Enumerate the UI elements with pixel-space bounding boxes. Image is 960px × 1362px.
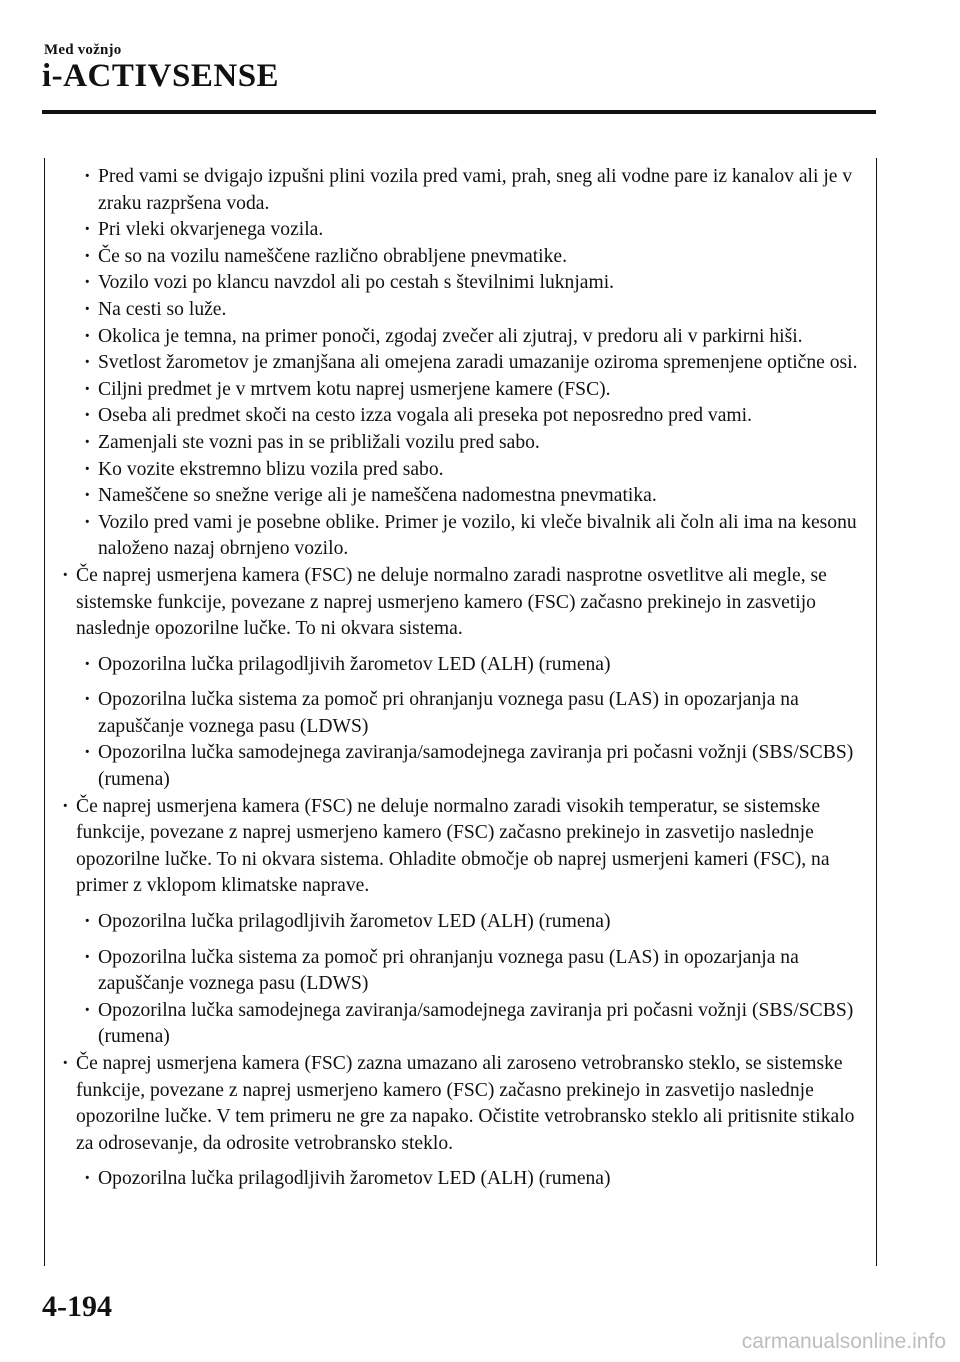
warning-light-item: · Opozorilna lučka prilagodljivih žarometov LED (ALH) (rumena) [58, 1166, 864, 1193]
list-item: · Vozilo pred vami je posebne oblike. Primer je vozilo, ki vleče bivalnik ali čoln ali ima na kesonu naloženo nazaj obrnjeno vozilo. [58, 510, 864, 563]
page-number: 4-194 [42, 1290, 112, 1323]
warning-light-item: · Opozorilna lučka samodejnega zaviranja/samodejnega zaviranja pri počasni vožnji (SBS/SCBS) (rumena) [58, 998, 864, 1051]
list-item: · Nameščene so snežne verige ali je nameščena nadomestna pnevmatika. [58, 483, 864, 510]
list-item: · Vozilo vozi po klancu navzdol ali po cestah s številnimi luknjami. [58, 270, 864, 297]
list-item: · Oseba ali predmet skoči na cesto izza vogala ali preseka pot neposredno pred vami. [58, 403, 864, 430]
chapter-title: i-ACTIVSENSE [42, 58, 280, 94]
list-item: · Na cesti so luže. [58, 297, 864, 324]
right-column-rule [876, 158, 877, 1266]
list-item: · Pred vami se dvigajo izpušni plini vozila pred vami, prah, sneg ali vodne pare iz kanalov ali je v zraku razpršena voda. [58, 164, 864, 217]
header-rule [42, 110, 876, 114]
warning-light-item: · Opozorilna lučka sistema za pomoč pri ohranjanju voznega pasu (LAS) in opozarjanja na zapuščanje voznega pasu (LDWS) [58, 687, 864, 740]
warning-light-item: · Opozorilna lučka sistema za pomoč pri ohranjanju voznega pasu (LAS) in opozarjanja na zapuščanje voznega pasu (LDWS) [58, 945, 864, 998]
temperature-paragraph: · Če naprej usmerjena kamera (FSC) ne deluje normalno zaradi visokih temperatur, se sistemske funkcije, povezane z naprej usmerjeno kamero (FSC) začasno prekinejo in zasvetijo naslednje opozorilne lučke. To ni okvara sistema. Ohladite območje ob naprej usmerjeni kameri (FSC), na primer z vklopom klimatske naprave. [58, 794, 864, 900]
list-item: · Pri vleki okvarjenega vozila. [58, 217, 864, 244]
list-item: · Svetlost žarometov je zmanjšana ali omejena zaradi umazanije oziroma spremenjene optične osi. [58, 350, 864, 377]
backlight-paragraph: · Če naprej usmerjena kamera (FSC) ne deluje normalno zaradi nasprotne osvetlitve ali megle, se sistemske funkcije, povezane z naprej usmerjeno kamero (FSC) začasno prekinejo in zasvetijo naslednje opozorilne lučke. To ni okvara sistema. [58, 563, 864, 643]
list-item: · Zamenjali ste vozni pas in se približali vozilu pred sabo. [58, 430, 864, 457]
warning-light-item: · Opozorilna lučka prilagodljivih žarometov LED (ALH) (rumena) [58, 909, 864, 936]
list-item: · Če so na vozilu nameščene različno obrabljene pnevmatike. [58, 244, 864, 271]
watermark: carmanualsonline.info [741, 1330, 946, 1353]
windshield-paragraph: · Če naprej usmerjena kamera (FSC) zazna umazano ali zaroseno vetrobransko steklo, se sistemske funkcije, povezane z naprej usmerjeno kamero (FSC) začasno prekinejo in zasvetijo naslednje opozorilne lučke. V tem primeru ne gre za napako. Očistite vetrobransko steklo ali pritisnite stikalo za odrosevanje, da odrosite vetrobransko steklo. [58, 1051, 864, 1157]
page-content [58, 164, 864, 1193]
left-column-rule [44, 158, 45, 1266]
warning-light-item: · Opozorilna lučka samodejnega zaviranja/samodejnega zaviranja pri počasni vožnji (SBS/SCBS) (rumena) [58, 740, 864, 793]
section-label: Med vožnjo [44, 42, 122, 58]
list-item: · Ko vozite ekstremno blizu vozila pred sabo. [58, 457, 864, 484]
warning-light-item: · Opozorilna lučka prilagodljivih žarometov LED (ALH) (rumena) [58, 652, 864, 679]
list-item: · Okolica je temna, na primer ponoči, zgodaj zvečer ali zjutraj, v predoru ali v parkirni hiši. [58, 324, 864, 351]
list-item: · Ciljni predmet je v mrtvem kotu naprej usmerjene kamere (FSC). [58, 377, 864, 404]
